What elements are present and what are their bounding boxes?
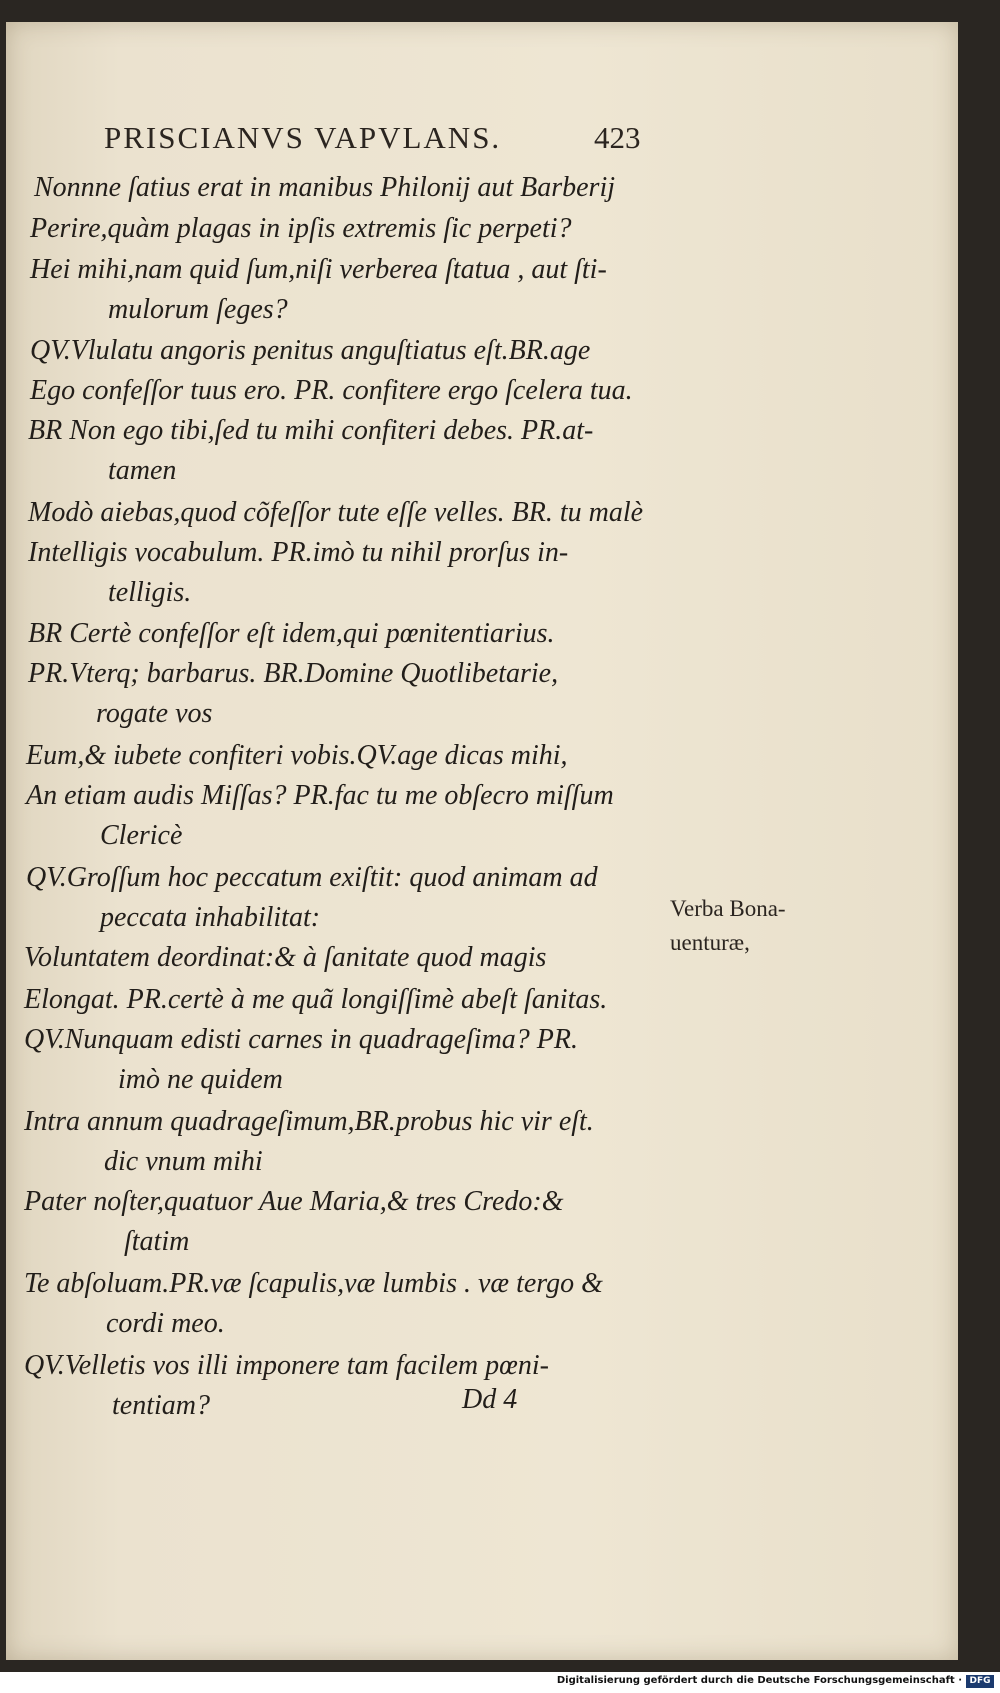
text-line: dic vnum mihi bbox=[104, 1146, 263, 1177]
text-line: peccata inhabilitat: bbox=[100, 902, 321, 933]
text-line: Intelligis vocabulum. PR.imò tu nihil prorſus in- bbox=[28, 537, 569, 568]
text-line: QV.Velletis vos illi imponere tam facilem pœni- bbox=[24, 1350, 549, 1381]
text-line: Hei mihi,nam quid ſum,niſi verberea ſtatua , aut ſti- bbox=[30, 254, 607, 285]
text-line: Perire,quàm plagas in ipſis extremis ſic perpeti? bbox=[30, 213, 572, 244]
text-line: rogate vos bbox=[96, 698, 213, 729]
text-line: tentiam? bbox=[112, 1390, 210, 1421]
text-line: Eum,& iubete confiteri vobis.QV.age dicas mihi, bbox=[26, 740, 568, 771]
text-line: BR Certè confeſſor eſt idem,qui pœnitentiarius. bbox=[28, 618, 555, 649]
text-line: Intra annum quadrageſimum,BR.probus hic vir eſt. bbox=[24, 1106, 594, 1137]
marginal-note-line: Verba Bona- bbox=[670, 896, 786, 921]
text-line: QV.Nunquam edisti carnes in quadrageſima? PR. bbox=[24, 1024, 579, 1055]
marginal-note bbox=[670, 892, 830, 960]
text-line: Te abſoluam.PR.væ ſcapulis,væ lumbis . væ tergo & bbox=[24, 1268, 603, 1299]
text-line: BR Non ego tibi,ſed tu mihi confiteri debes. PR.at- bbox=[28, 415, 594, 446]
text-line: telligis. bbox=[108, 577, 192, 608]
running-head-title: PRISCIANVS VAPVLANS. bbox=[104, 120, 502, 155]
text-line: Clericè bbox=[100, 820, 183, 851]
text-line: mulorum ſeges? bbox=[108, 294, 288, 325]
text-line: cordi meo. bbox=[106, 1308, 225, 1339]
text-line: imò ne quidem bbox=[118, 1064, 283, 1095]
text-line: Ego confeſſor tuus ero. PR. confitere ergo ſcelera tua. bbox=[30, 375, 633, 406]
text-line: Elongat. PR.certè à me quã longiſſimè abeſt ſanitas. bbox=[24, 984, 608, 1015]
text-line: ſtatim bbox=[124, 1226, 190, 1257]
text-line: tamen bbox=[108, 455, 177, 486]
marginal-note-line: uenturæ, bbox=[670, 930, 750, 955]
text-line: Voluntatem deordinat:& à ſanitate quod magis bbox=[24, 942, 547, 973]
dfg-logo-icon: DFG bbox=[966, 1675, 994, 1688]
footer-bar bbox=[0, 1672, 1000, 1693]
text-line: An etiam audis Miſſas? PR.fac tu me obſecro miſſum bbox=[26, 780, 614, 811]
funding-credit: Digitalisierung gefördert durch die Deutsche Forschungsgemeinschaft · bbox=[556, 1675, 962, 1686]
text-line: Nonnne ſatius erat in manibus Philonij aut Barberij bbox=[34, 172, 615, 203]
text-line: QV.Vlulatu angoris penitus anguſtiatus eſt.BR.age bbox=[30, 335, 591, 366]
text-line: PR.Vterq; barbarus. BR.Domine Quotlibetarie, bbox=[28, 658, 559, 689]
text-line: QV.Groſſum hoc peccatum exiſtit: quod animam ad bbox=[26, 862, 598, 893]
signature-mark: Dd 4 bbox=[462, 1384, 518, 1415]
text-line: Pater noſter,quatuor Aue Maria,& tres Credo:& bbox=[24, 1186, 564, 1217]
text-line: Modò aiebas,quod cõfeſſor tute eſſe velles. BR. tu malè bbox=[28, 497, 644, 528]
page-number: 423 bbox=[594, 120, 641, 155]
